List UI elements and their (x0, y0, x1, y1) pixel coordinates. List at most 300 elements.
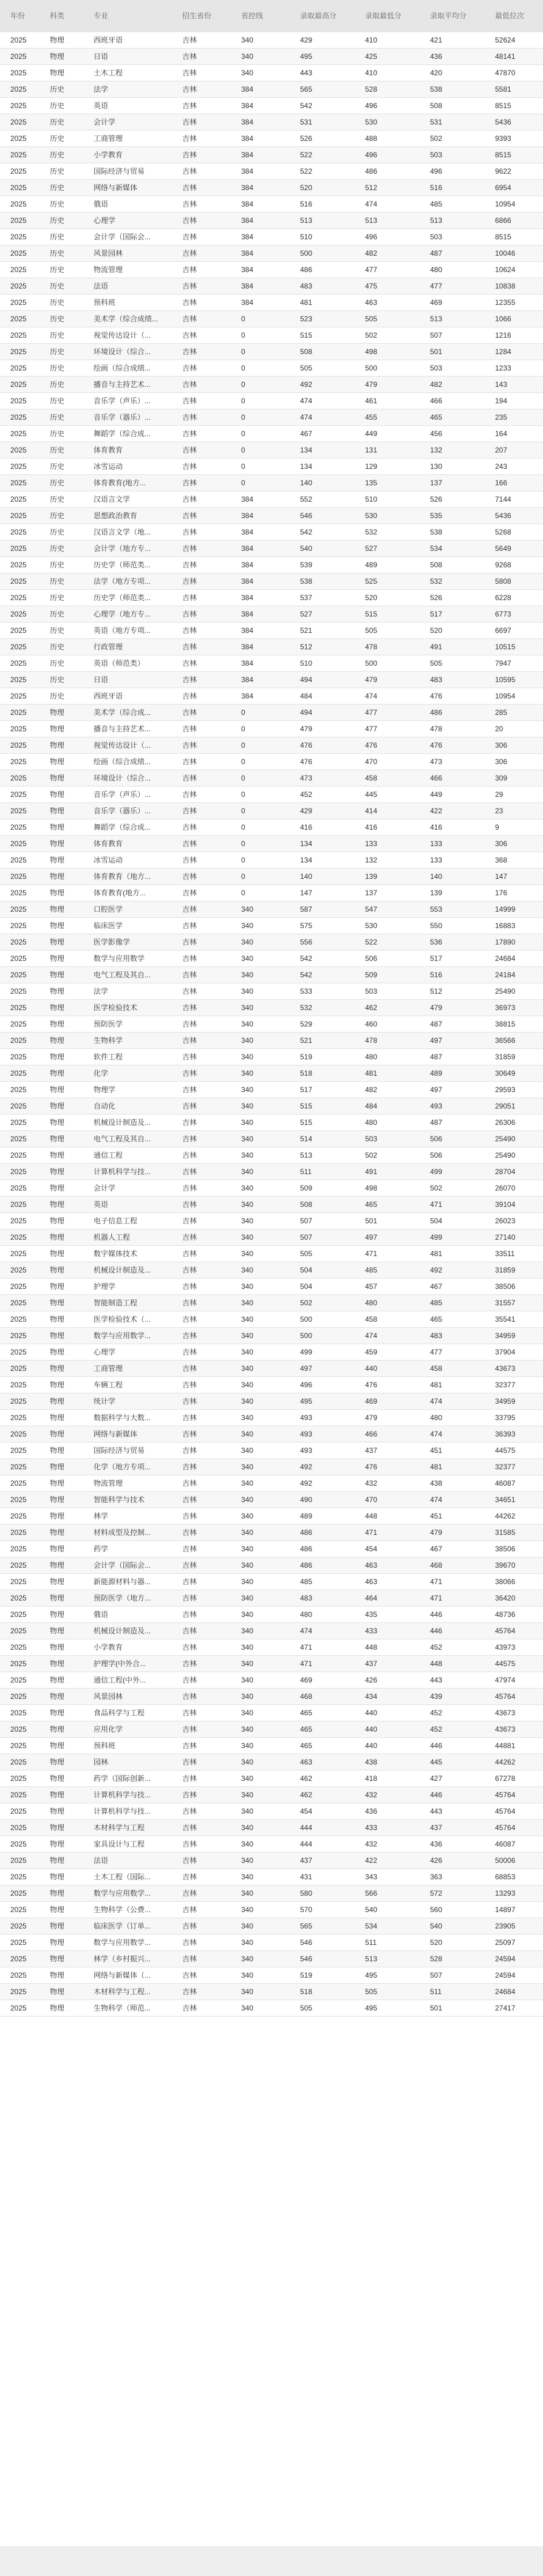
cell-min-rank: 25490 (485, 1147, 543, 1163)
cell-max-score: 134 (290, 458, 355, 474)
cell-year: 2025 (0, 606, 39, 622)
cell-subject: 物理 (39, 1376, 83, 1393)
cell-year: 2025 (0, 1950, 39, 1967)
cell-min-rank: 306 (485, 737, 543, 753)
cell-subject: 物理 (39, 753, 83, 770)
cell-avg-score: 508 (420, 97, 485, 114)
cell-subject: 物理 (39, 835, 83, 852)
cell-year: 2025 (0, 1426, 39, 1442)
cell-control-line: 340 (231, 1967, 290, 1983)
cell-min-score: 509 (355, 966, 420, 983)
cell-control-line: 340 (231, 1606, 290, 1622)
cell-major: 环境设计（综合... (83, 770, 172, 786)
cell-avg-score: 489 (420, 1065, 485, 1081)
cell-avg-score: 422 (420, 802, 485, 819)
cell-min-score: 527 (355, 540, 420, 556)
cell-max-score: 462 (290, 1770, 355, 1786)
cell-avg-score: 446 (420, 1737, 485, 1754)
cell-min-rank: 285 (485, 704, 543, 720)
cell-year: 2025 (0, 97, 39, 114)
cell-year: 2025 (0, 1934, 39, 1950)
cell-year: 2025 (0, 1770, 39, 1786)
cell-major: 通信工程 (83, 1147, 172, 1163)
cell-control-line: 340 (231, 1032, 290, 1048)
cell-min-rank: 368 (485, 852, 543, 868)
cell-avg-score: 476 (420, 737, 485, 753)
table-row (0, 786, 543, 802)
cell-min-score: 476 (355, 737, 420, 753)
cell-min-score: 484 (355, 1098, 420, 1114)
cell-subject: 物理 (39, 1819, 83, 1836)
cell-major: 绘画（综合成绩... (83, 360, 172, 376)
cell-min-score: 480 (355, 1048, 420, 1065)
cell-min-rank: 39104 (485, 1196, 543, 1212)
cell-subject: 物理 (39, 1016, 83, 1032)
cell-avg-score: 452 (420, 1704, 485, 1721)
cell-avg-score: 483 (420, 671, 485, 688)
cell-year: 2025 (0, 1672, 39, 1688)
cell-control-line: 0 (231, 425, 290, 442)
table-row (0, 1130, 543, 1147)
cell-avg-score: 416 (420, 819, 485, 835)
cell-min-score: 463 (355, 1557, 420, 1573)
cell-min-score: 496 (355, 97, 420, 114)
cell-major: 机械设计制造及... (83, 1114, 172, 1130)
cell-max-score: 542 (290, 524, 355, 540)
cell-max-score: 494 (290, 671, 355, 688)
cell-min-rank: 8515 (485, 146, 543, 163)
cell-major: 会计学（地方专... (83, 540, 172, 556)
cell-min-rank: 7144 (485, 491, 543, 507)
cell-min-rank: 38066 (485, 1573, 543, 1590)
cell-control-line: 340 (231, 1081, 290, 1098)
cell-avg-score: 496 (420, 163, 485, 179)
cell-avg-score: 513 (420, 212, 485, 228)
cell-subject: 历史 (39, 179, 83, 196)
cell-year: 2025 (0, 1212, 39, 1229)
cell-avg-score: 458 (420, 1360, 485, 1376)
cell-province: 吉林 (172, 1983, 231, 2000)
cell-avg-score: 493 (420, 1098, 485, 1114)
cell-province: 吉林 (172, 737, 231, 753)
cell-min-rank: 43673 (485, 1360, 543, 1376)
cell-subject: 物理 (39, 1212, 83, 1229)
table-row (0, 655, 543, 671)
cell-subject: 物理 (39, 966, 83, 983)
cell-control-line: 384 (231, 130, 290, 146)
cell-subject: 物理 (39, 852, 83, 868)
cell-year: 2025 (0, 638, 39, 655)
cell-avg-score: 477 (420, 1344, 485, 1360)
cell-avg-score: 482 (420, 376, 485, 392)
table-row (0, 1721, 543, 1737)
cell-subject: 物理 (39, 1426, 83, 1442)
cell-major: 数据科学与大数... (83, 1409, 172, 1426)
table-row (0, 1639, 543, 1655)
cell-min-score: 482 (355, 1081, 420, 1098)
cell-avg-score: 499 (420, 1163, 485, 1180)
cell-year: 2025 (0, 1918, 39, 1934)
cell-min-score: 498 (355, 1180, 420, 1196)
cell-subject: 历史 (39, 442, 83, 458)
cell-major: 舞蹈学（综合成... (83, 425, 172, 442)
cell-province: 吉林 (172, 1229, 231, 1245)
cell-province: 吉林 (172, 97, 231, 114)
cell-avg-score: 436 (420, 1836, 485, 1852)
cell-province: 吉林 (172, 638, 231, 655)
cell-subject: 物理 (39, 48, 83, 64)
cell-avg-score: 538 (420, 524, 485, 540)
table-row (0, 1245, 543, 1262)
cell-min-rank: 10954 (485, 196, 543, 212)
cell-year: 2025 (0, 819, 39, 835)
cell-control-line: 340 (231, 917, 290, 934)
cell-major: 药学 (83, 1540, 172, 1557)
table-row (0, 1409, 543, 1426)
cell-subject: 历史 (39, 458, 83, 474)
cell-avg-score: 363 (420, 1868, 485, 1885)
cell-province: 吉林 (172, 1918, 231, 1934)
cell-year: 2025 (0, 1196, 39, 1212)
cell-min-rank: 36973 (485, 999, 543, 1016)
cell-max-score: 462 (290, 1786, 355, 1803)
table-row (0, 1065, 543, 1081)
cell-min-score: 416 (355, 819, 420, 835)
cell-major: 预防医学 (83, 1016, 172, 1032)
cell-year: 2025 (0, 1967, 39, 1983)
cell-min-rank: 31859 (485, 1048, 543, 1065)
cell-year: 2025 (0, 1262, 39, 1278)
table-row (0, 1147, 543, 1163)
cell-major: 音乐学（声乐）... (83, 392, 172, 409)
cell-year: 2025 (0, 343, 39, 360)
cell-year: 2025 (0, 1491, 39, 1508)
table-row (0, 1114, 543, 1130)
cell-control-line: 0 (231, 458, 290, 474)
cell-major: 法语 (83, 1852, 172, 1868)
cell-province: 吉林 (172, 802, 231, 819)
cell-max-score: 465 (290, 1721, 355, 1737)
cell-max-score: 527 (290, 606, 355, 622)
cell-min-rank: 5436 (485, 114, 543, 130)
cell-control-line: 340 (231, 966, 290, 983)
cell-major: 护理学 (83, 1278, 172, 1294)
cell-max-score: 539 (290, 556, 355, 573)
cell-year: 2025 (0, 1360, 39, 1376)
cell-max-score: 474 (290, 409, 355, 425)
cell-avg-score: 507 (420, 1967, 485, 1983)
cell-control-line: 0 (231, 392, 290, 409)
table-row (0, 179, 543, 196)
cell-subject: 历史 (39, 228, 83, 245)
cell-min-score: 515 (355, 606, 420, 622)
cell-year: 2025 (0, 720, 39, 737)
cell-min-rank: 8515 (485, 228, 543, 245)
cell-max-score: 508 (290, 1196, 355, 1212)
cell-control-line: 0 (231, 753, 290, 770)
cell-subject: 物理 (39, 1163, 83, 1180)
cell-subject: 历史 (39, 589, 83, 606)
cell-avg-score: 526 (420, 491, 485, 507)
cell-province: 吉林 (172, 2000, 231, 2016)
cell-major: 计算机科学与技... (83, 1163, 172, 1180)
cell-max-score: 485 (290, 1573, 355, 1590)
cell-year: 2025 (0, 146, 39, 163)
cell-max-score: 495 (290, 1393, 355, 1409)
cell-max-score: 486 (290, 261, 355, 278)
cell-avg-score: 467 (420, 1278, 485, 1294)
table-row (0, 1754, 543, 1770)
cell-avg-score: 485 (420, 1294, 485, 1311)
cell-min-rank: 46087 (485, 1836, 543, 1852)
table-row (0, 212, 543, 228)
table-row (0, 491, 543, 507)
cell-avg-score: 511 (420, 1983, 485, 2000)
cell-max-score: 587 (290, 901, 355, 917)
cell-province: 吉林 (172, 442, 231, 458)
cell-min-score: 566 (355, 1885, 420, 1901)
cell-avg-score: 526 (420, 589, 485, 606)
cell-control-line: 340 (231, 1934, 290, 1950)
cell-control-line: 340 (231, 901, 290, 917)
cell-province: 吉林 (172, 343, 231, 360)
cell-min-rank: 34959 (485, 1327, 543, 1344)
cell-province: 吉林 (172, 786, 231, 802)
cell-max-score: 540 (290, 540, 355, 556)
cell-subject: 物理 (39, 1540, 83, 1557)
cell-major: 播音与主持艺术... (83, 720, 172, 737)
cell-min-score: 448 (355, 1639, 420, 1655)
cell-control-line: 0 (231, 770, 290, 786)
cell-control-line: 340 (231, 1163, 290, 1180)
cell-control-line: 340 (231, 1557, 290, 1573)
cell-year: 2025 (0, 524, 39, 540)
cell-subject: 物理 (39, 1278, 83, 1294)
cell-min-rank: 44881 (485, 1737, 543, 1754)
cell-min-rank: 10595 (485, 671, 543, 688)
cell-avg-score: 503 (420, 360, 485, 376)
cell-province: 吉林 (172, 1475, 231, 1491)
cell-major: 数学与应用数学... (83, 1885, 172, 1901)
cell-min-rank: 5808 (485, 573, 543, 589)
cell-min-score: 137 (355, 884, 420, 901)
cell-control-line: 384 (231, 556, 290, 573)
cell-min-rank: 1066 (485, 310, 543, 327)
cell-province: 吉林 (172, 1754, 231, 1770)
cell-year: 2025 (0, 1311, 39, 1327)
cell-year: 2025 (0, 228, 39, 245)
cell-max-score: 565 (290, 1918, 355, 1934)
cell-control-line: 340 (231, 1147, 290, 1163)
cell-subject: 物理 (39, 704, 83, 720)
cell-min-score: 433 (355, 1819, 420, 1836)
cell-min-rank: 29 (485, 786, 543, 802)
table-row (0, 1540, 543, 1557)
cell-major: 体育教育(地方... (83, 474, 172, 491)
cell-major: 英语（师范类） (83, 655, 172, 671)
cell-subject: 物理 (39, 64, 83, 81)
cell-max-score: 474 (290, 392, 355, 409)
cell-major: 行政管理 (83, 638, 172, 655)
cell-avg-score: 516 (420, 966, 485, 983)
cell-avg-score: 446 (420, 1786, 485, 1803)
cell-major: 体育教育(地方... (83, 884, 172, 901)
table-row (0, 343, 543, 360)
cell-avg-score: 560 (420, 1901, 485, 1918)
cell-min-score: 474 (355, 1327, 420, 1344)
cell-max-score: 504 (290, 1278, 355, 1294)
cell-subject: 历史 (39, 392, 83, 409)
cell-subject: 物理 (39, 983, 83, 999)
cell-province: 吉林 (172, 1278, 231, 1294)
cell-avg-score: 505 (420, 655, 485, 671)
cell-major: 软件工程 (83, 1048, 172, 1065)
table-row (0, 638, 543, 655)
cell-max-score: 429 (290, 802, 355, 819)
cell-avg-score: 474 (420, 1393, 485, 1409)
cell-control-line: 340 (231, 1918, 290, 1934)
cell-min-score: 469 (355, 1393, 420, 1409)
cell-province: 吉林 (172, 1688, 231, 1704)
cell-control-line: 340 (231, 1311, 290, 1327)
cell-subject: 物理 (39, 1836, 83, 1852)
cell-province: 吉林 (172, 1508, 231, 1524)
cell-avg-score: 439 (420, 1688, 485, 1704)
cell-avg-score: 487 (420, 245, 485, 261)
cell-subject: 物理 (39, 1622, 83, 1639)
cell-control-line: 340 (231, 1196, 290, 1212)
cell-min-score: 478 (355, 1032, 420, 1048)
cell-subject: 历史 (39, 360, 83, 376)
cell-min-score: 477 (355, 261, 420, 278)
cell-major: 冰雪运动 (83, 458, 172, 474)
cell-min-score: 505 (355, 1983, 420, 2000)
table-row (0, 1048, 543, 1065)
cell-avg-score: 451 (420, 1442, 485, 1458)
cell-subject: 历史 (39, 474, 83, 491)
cell-control-line: 340 (231, 1885, 290, 1901)
table-row (0, 1868, 543, 1885)
cell-major: 生物科学（师范... (83, 2000, 172, 2016)
cell-min-score: 512 (355, 179, 420, 196)
cell-min-score: 501 (355, 1212, 420, 1229)
cell-min-rank: 5268 (485, 524, 543, 540)
cell-province: 吉林 (172, 1458, 231, 1475)
cell-max-score: 467 (290, 425, 355, 442)
cell-max-score: 522 (290, 146, 355, 163)
cell-max-score: 465 (290, 1704, 355, 1721)
cell-max-score: 565 (290, 81, 355, 97)
cell-major: 生物科学（公费... (83, 1901, 172, 1918)
cell-province: 吉林 (172, 950, 231, 966)
cell-major: 机器人工程 (83, 1229, 172, 1245)
cell-max-score: 463 (290, 1754, 355, 1770)
cell-year: 2025 (0, 1294, 39, 1311)
cell-province: 吉林 (172, 474, 231, 491)
cell-province: 吉林 (172, 245, 231, 261)
cell-control-line: 384 (231, 524, 290, 540)
cell-year: 2025 (0, 1229, 39, 1245)
cell-province: 吉林 (172, 1704, 231, 1721)
cell-max-score: 444 (290, 1836, 355, 1852)
cell-year: 2025 (0, 1983, 39, 2000)
cell-avg-score: 503 (420, 228, 485, 245)
cell-province: 吉林 (172, 1393, 231, 1409)
cell-max-score: 505 (290, 360, 355, 376)
cell-year: 2025 (0, 1901, 39, 1918)
cell-province: 吉林 (172, 1016, 231, 1032)
cell-max-score: 495 (290, 48, 355, 64)
cell-year: 2025 (0, 1524, 39, 1540)
cell-province: 吉林 (172, 983, 231, 999)
cell-major: 数学与应用数学... (83, 1327, 172, 1344)
cell-max-score: 505 (290, 1245, 355, 1262)
cell-min-score: 505 (355, 622, 420, 638)
cell-year: 2025 (0, 1147, 39, 1163)
cell-min-rank: 28704 (485, 1163, 543, 1180)
cell-year: 2025 (0, 737, 39, 753)
cell-control-line: 340 (231, 1508, 290, 1524)
cell-max-score: 531 (290, 114, 355, 130)
cell-avg-score: 139 (420, 884, 485, 901)
cell-min-score: 534 (355, 1918, 420, 1934)
cell-min-rank: 34959 (485, 1393, 543, 1409)
cell-province: 吉林 (172, 130, 231, 146)
cell-control-line: 340 (231, 1983, 290, 2000)
cell-major: 物流管理 (83, 1475, 172, 1491)
cell-year: 2025 (0, 1180, 39, 1196)
cell-avg-score: 438 (420, 1475, 485, 1491)
cell-province: 吉林 (172, 1065, 231, 1081)
cell-subject: 物理 (39, 1048, 83, 1065)
cell-control-line: 340 (231, 1458, 290, 1475)
cell-major: 口腔医学 (83, 901, 172, 917)
cell-major: 护理学(中外合... (83, 1655, 172, 1672)
cell-min-rank: 14999 (485, 901, 543, 917)
cell-year: 2025 (0, 999, 39, 1016)
cell-max-score: 529 (290, 1016, 355, 1032)
cell-control-line: 340 (231, 1868, 290, 1885)
cell-major: 数学与应用数学... (83, 1934, 172, 1950)
cell-avg-score: 481 (420, 1245, 485, 1262)
cell-avg-score: 486 (420, 704, 485, 720)
cell-min-score: 436 (355, 1803, 420, 1819)
cell-min-score: 497 (355, 1229, 420, 1245)
cell-min-rank: 36420 (485, 1590, 543, 1606)
cell-min-score: 486 (355, 163, 420, 179)
cell-avg-score: 501 (420, 2000, 485, 2016)
cell-avg-score: 487 (420, 1016, 485, 1032)
cell-subject: 历史 (39, 409, 83, 425)
cell-year: 2025 (0, 1655, 39, 1672)
cell-control-line: 384 (231, 507, 290, 524)
cell-avg-score: 469 (420, 294, 485, 310)
cell-max-score: 431 (290, 1868, 355, 1885)
cell-max-score: 511 (290, 1163, 355, 1180)
cell-year: 2025 (0, 1606, 39, 1622)
cell-province: 吉林 (172, 1573, 231, 1590)
cell-max-score: 493 (290, 1426, 355, 1442)
cell-max-score: 500 (290, 245, 355, 261)
cell-control-line: 340 (231, 1262, 290, 1278)
cell-min-rank: 24594 (485, 1967, 543, 1983)
cell-major: 家具设计与工程 (83, 1836, 172, 1852)
header-control-line: 省控线 (231, 0, 290, 32)
cell-min-rank: 5436 (485, 507, 543, 524)
cell-major: 林学（乡村振兴... (83, 1950, 172, 1967)
cell-max-score: 496 (290, 1376, 355, 1393)
cell-max-score: 468 (290, 1688, 355, 1704)
